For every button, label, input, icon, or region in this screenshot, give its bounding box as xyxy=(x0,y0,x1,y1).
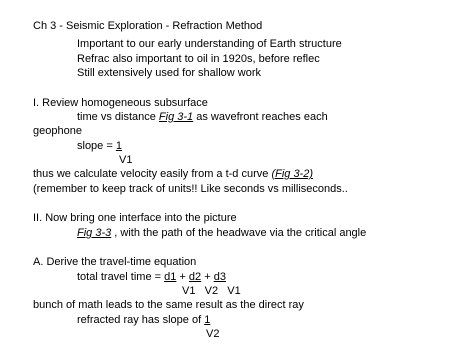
units-note: (remember to keep track of units!! Like seconds vs milliseconds.. xyxy=(33,183,348,195)
time-distance-line xyxy=(77,111,328,124)
geophone-text: geophone xyxy=(33,125,82,137)
slope-label: slope = xyxy=(77,140,116,152)
equation-plus-1: + xyxy=(176,271,189,283)
fig-3-1-reference: Fig 3-1 xyxy=(158,111,194,123)
slide-title: Ch 3 - Seismic Exploration - Refraction Method xyxy=(33,20,263,32)
velocity-line xyxy=(33,168,313,181)
fig-3-3-line xyxy=(77,227,366,240)
section-1-heading: I. Review homogeneous subsurface xyxy=(33,97,208,109)
equation-plus-2: + xyxy=(201,271,214,283)
refracted-slope-numerator: 1 xyxy=(204,314,211,326)
equation-d1: d1 xyxy=(164,271,177,283)
slope-line xyxy=(77,140,122,153)
intro-line-3: Still extensively used for shallow work xyxy=(77,67,262,79)
equation-denominators: V1 V2 V1 xyxy=(182,285,241,297)
headwave-text: , with the path of the headwave via the critical angle xyxy=(111,227,367,239)
travel-time-equation xyxy=(77,271,226,284)
equation-d2: d2 xyxy=(188,271,202,283)
wavefront-text: as wavefront reaches each xyxy=(193,111,328,123)
slope-denominator: V1 xyxy=(119,154,133,166)
math-summary-line: bunch of math leads to the same result as the direct ray xyxy=(33,299,304,311)
slope-numerator: 1 xyxy=(115,140,122,152)
equation-d3: d3 xyxy=(213,271,226,283)
time-distance-text: time vs distance xyxy=(77,111,159,123)
refracted-slope-denominator: V2 xyxy=(206,328,220,340)
section-2-heading: II. Now bring one interface into the picture xyxy=(33,212,237,224)
intro-line-1: Important to our early understanding of Earth structure xyxy=(77,38,342,50)
section-2a-heading: A. Derive the travel-time equation xyxy=(33,256,197,268)
equation-label: total travel time = xyxy=(77,271,165,283)
velocity-text: thus we calculate velocity easily from a t-d curve xyxy=(33,168,272,180)
refracted-slope-text: refracted ray has slope of xyxy=(77,314,205,326)
intro-line-2: Refrac also important to oil in 1920s, before reflec xyxy=(77,53,320,65)
fig-3-3-reference: Fig 3-3 xyxy=(77,227,112,239)
fig-3-2-reference: (Fig 3-2) xyxy=(271,168,313,180)
refracted-slope-line xyxy=(77,314,210,327)
